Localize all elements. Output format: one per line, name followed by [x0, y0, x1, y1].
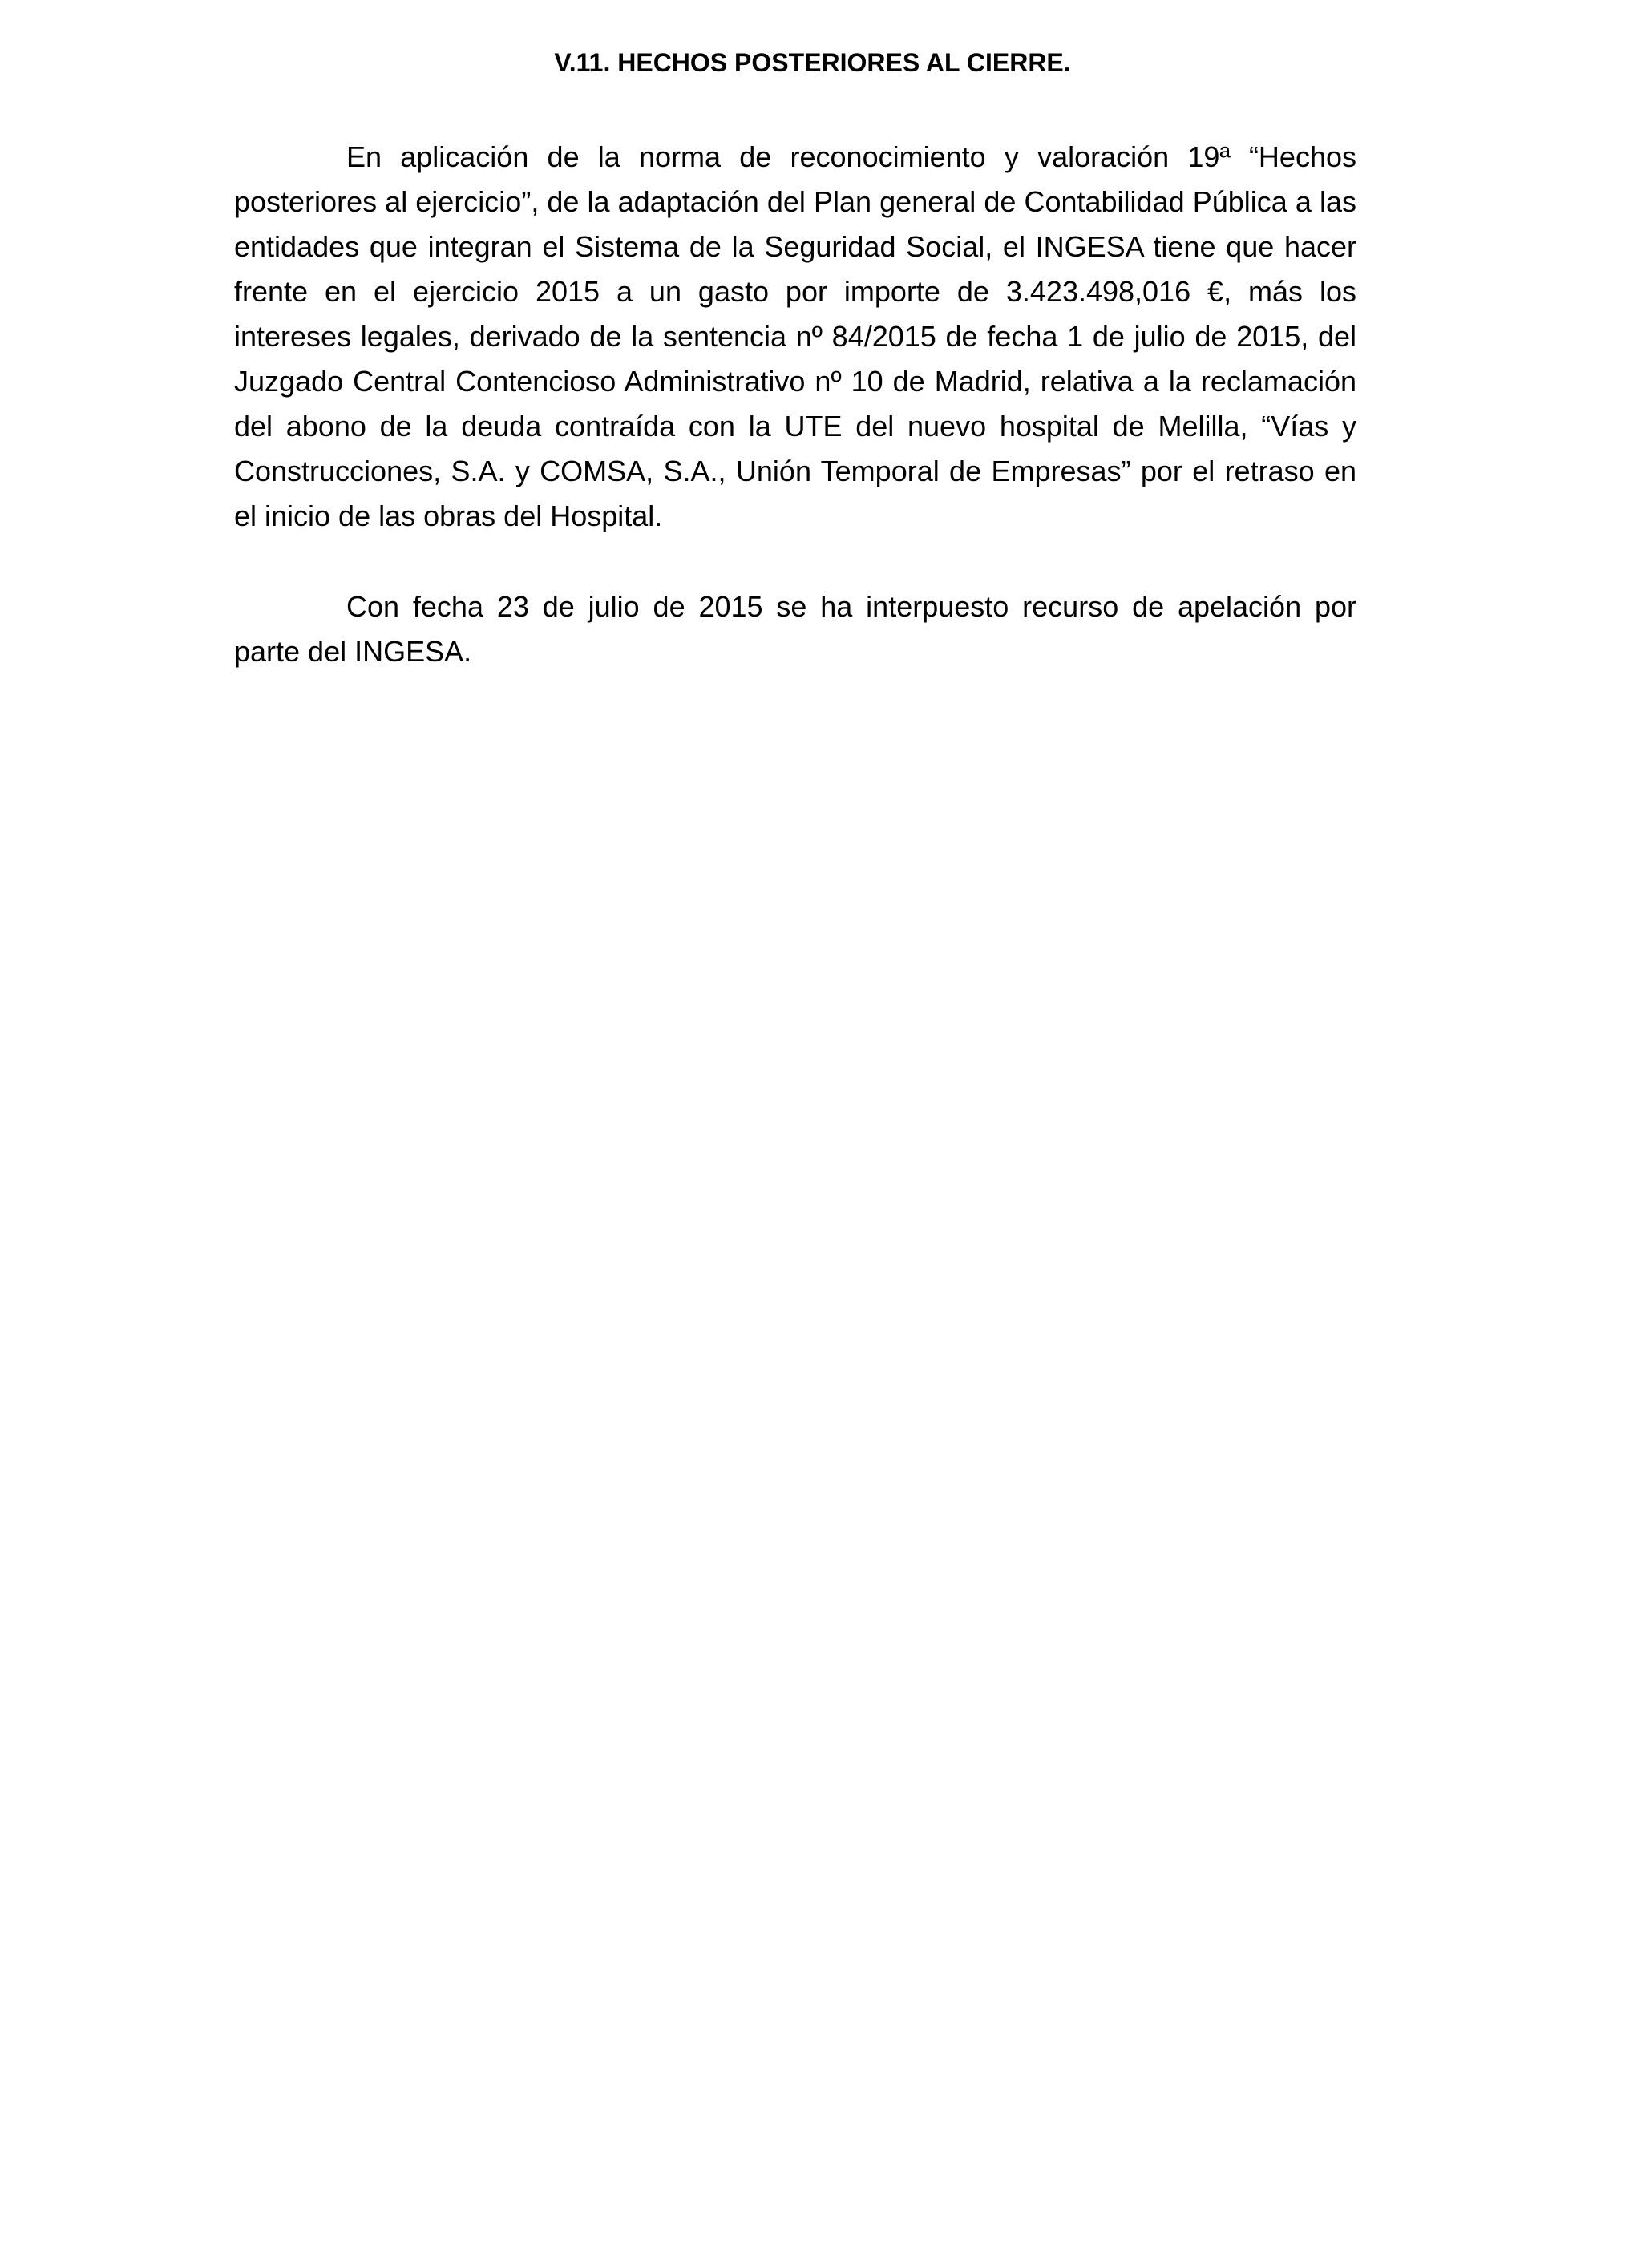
- paragraph-appeal: Con fecha 23 de julio de 2015 se ha interpuesto recurso de apelación por parte del INGESA.: [234, 590, 1356, 668]
- document-body: [234, 135, 1356, 720]
- section-title: V.11. HECHOS POSTERIORES AL CIERRE.: [554, 48, 1071, 77]
- paragraph-subsequent-events: En aplicación de la norma de reconocimiento y valoración 19ª “Hechos posteriores al ejercicio”, de la adaptación del Plan general de Contabilidad Pública a las entidades que integran el Sistema de la Seguridad Social, el INGESA tiene que hacer frente en el ejercicio 2015 a un gasto por importe de 3.423.498,016 €, más los intereses legales, derivado de la sentencia nº 84/2015 de fecha 1 de julio de 2015, del Juzgado Central Contencioso Administrativo nº 10 de Madrid, relativa a la reclamación del abono de la deuda contraída con la UTE del nuevo hospital de Melilla, “Vías y Construcciones, S.A. y COMSA, S.A., Unión Temporal de Empresas” por el retraso en el inicio de las obras del Hospital.: [234, 140, 1356, 532]
